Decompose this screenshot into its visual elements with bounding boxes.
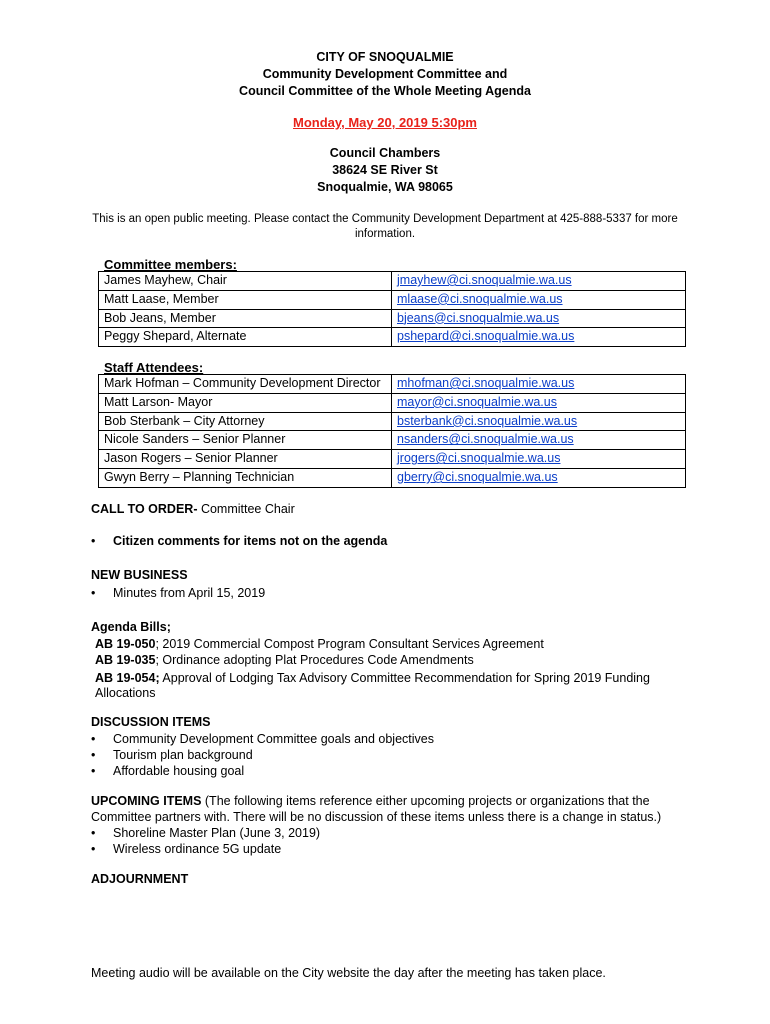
bullet-icon: • xyxy=(91,764,96,778)
discussion-items-heading: DISCUSSION ITEMS xyxy=(91,715,211,729)
agenda-bill-item xyxy=(95,653,474,667)
public-notice-line2: information. xyxy=(354,228,416,240)
attendee-name: Nicole Sanders – Senior Planner xyxy=(99,431,392,450)
attendee-name: Matt Larson- Mayor xyxy=(99,393,392,412)
venue-street: 38624 SE River St xyxy=(332,163,438,177)
call-to-order xyxy=(91,502,295,516)
attendee-name: Gwyn Berry – Planning Technician xyxy=(99,468,392,487)
upcoming-items-desc: (The following items reference either upcoming projects or organizations that the xyxy=(201,794,650,808)
email-link[interactable]: bjeans@ci.snoqualmie.wa.us xyxy=(397,310,560,325)
citizen-bullet: • xyxy=(91,534,96,548)
attendee-email-cell xyxy=(392,290,686,309)
table-row xyxy=(99,468,686,487)
agenda-bill-text-continued: Allocations xyxy=(95,686,156,700)
agenda-bill-item xyxy=(95,637,544,651)
adjournment-heading: ADJOURNMENT xyxy=(91,872,189,886)
attendee-email-cell xyxy=(392,328,686,347)
agenda-bill-id: AB 19-035 xyxy=(95,653,156,667)
email-link[interactable]: mayor@ci.snoqualmie.wa.us xyxy=(397,394,557,409)
table-row xyxy=(99,375,686,394)
city-name: CITY OF SNOQUALMIE xyxy=(316,50,454,64)
agenda-bill-item xyxy=(95,671,650,685)
call-to-order-label: CALL TO ORDER- xyxy=(91,502,198,516)
table-row xyxy=(99,393,686,412)
attendee-email-cell xyxy=(392,431,686,450)
attendee-email-cell xyxy=(392,468,686,487)
meeting-date: Monday, May 20, 2019 5:30pm xyxy=(292,115,477,130)
discussion-item: Affordable housing goal xyxy=(113,764,245,778)
attendee-email-cell xyxy=(392,309,686,328)
table-row xyxy=(99,431,686,450)
agenda-title: Council Committee of the Whole Meeting Agenda xyxy=(239,84,531,98)
table-row xyxy=(99,309,686,328)
email-link[interactable]: jmayhew@ci.snoqualmie.wa.us xyxy=(397,273,572,287)
agenda-bill-text: Approval of Lodging Tax Advisory Committee Recommendation for Spring 2019 Funding xyxy=(159,671,650,685)
upcoming-items-line1 xyxy=(91,794,650,808)
attendee-name: Bob Jeans, Member xyxy=(99,309,392,328)
email-link[interactable]: mhofman@ci.snoqualmie.wa.us xyxy=(397,376,575,390)
agenda-bill-text: ; 2019 Commercial Compost Program Consultant Services Agreement xyxy=(155,637,544,651)
attendee-email-cell xyxy=(392,450,686,469)
email-link[interactable]: mlaase@ci.snoqualmie.wa.us xyxy=(397,291,563,306)
committee-members-table xyxy=(98,271,686,347)
committee-title: Community Development Committee and xyxy=(262,67,508,81)
agenda-bill-id: AB 19-050 xyxy=(95,637,156,651)
upcoming-items-heading: UPCOMING ITEMS xyxy=(91,794,202,808)
attendee-name: Matt Laase, Member xyxy=(99,290,392,309)
email-link[interactable]: pshepard@ci.snoqualmie.wa.us xyxy=(397,329,575,344)
discussion-item: Tourism plan background xyxy=(113,748,253,762)
agenda-bill-text: ; Ordinance adopting Plat Procedures Code Amendments xyxy=(155,653,474,667)
email-link[interactable]: jrogers@ci.snoqualmie.wa.us xyxy=(397,451,561,466)
attendee-email-cell xyxy=(392,375,686,394)
table-row xyxy=(99,412,686,431)
agenda-bill-id: AB 19-054; xyxy=(95,671,160,685)
agenda-bills-heading: Agenda Bills; xyxy=(91,620,171,634)
staff-attendees-heading: Staff Attendees: xyxy=(104,360,204,375)
table-row xyxy=(99,272,686,291)
email-link[interactable]: nsanders@ci.snoqualmie.wa.us xyxy=(397,432,574,447)
committee-members-heading: Committee members: xyxy=(104,257,237,272)
upcoming-items-line2: Committee partners with. There will be no discussion of these items unless there is a change in status.) xyxy=(91,810,662,824)
attendee-email-cell xyxy=(392,412,686,431)
public-notice-line1: This is an open public meeting. Please contact the Community Development Department at 425-888-5337 for more xyxy=(92,213,678,225)
venue-name: Council Chambers xyxy=(329,146,441,160)
email-link[interactable]: bsterbank@ci.snoqualmie.wa.us xyxy=(397,413,578,428)
table-row xyxy=(99,290,686,309)
discussion-item: Community Development Committee goals and objectives xyxy=(113,732,434,746)
bullet-icon: • xyxy=(91,748,96,762)
venue-city: Snoqualmie, WA 98065 xyxy=(317,180,453,194)
attendee-name: Peggy Shepard, Alternate xyxy=(99,328,392,347)
bullet-icon: • xyxy=(91,842,96,856)
bullet-icon: • xyxy=(91,586,96,600)
attendee-name: Jason Rogers – Senior Planner xyxy=(99,450,392,469)
upcoming-item: Wireless ordinance 5G update xyxy=(113,842,282,856)
staff-attendees-table xyxy=(98,374,686,488)
table-row xyxy=(99,328,686,347)
table-row xyxy=(99,450,686,469)
attendee-name: Mark Hofman – Community Development Director xyxy=(99,375,392,394)
email-link[interactable]: gberry@ci.snoqualmie.wa.us xyxy=(397,469,558,484)
new-business-item: Minutes from April 15, 2019 xyxy=(113,586,266,600)
bullet-icon: • xyxy=(91,732,96,746)
call-to-order-text: Committee Chair xyxy=(197,502,295,516)
attendee-name: Bob Sterbank – City Attorney xyxy=(99,412,392,431)
new-business-heading: NEW BUSINESS xyxy=(91,568,188,582)
footer-note: Meeting audio will be available on the City website the day after the meeting has taken place. xyxy=(91,966,606,980)
upcoming-item: Shoreline Master Plan (June 3, 2019) xyxy=(113,826,321,840)
citizen-comments: Citizen comments for items not on the agenda xyxy=(113,534,388,548)
attendee-name: James Mayhew, Chair xyxy=(99,272,392,291)
attendee-email-cell xyxy=(392,272,686,291)
bullet-icon: • xyxy=(91,826,96,840)
attendee-email-cell xyxy=(392,393,686,412)
